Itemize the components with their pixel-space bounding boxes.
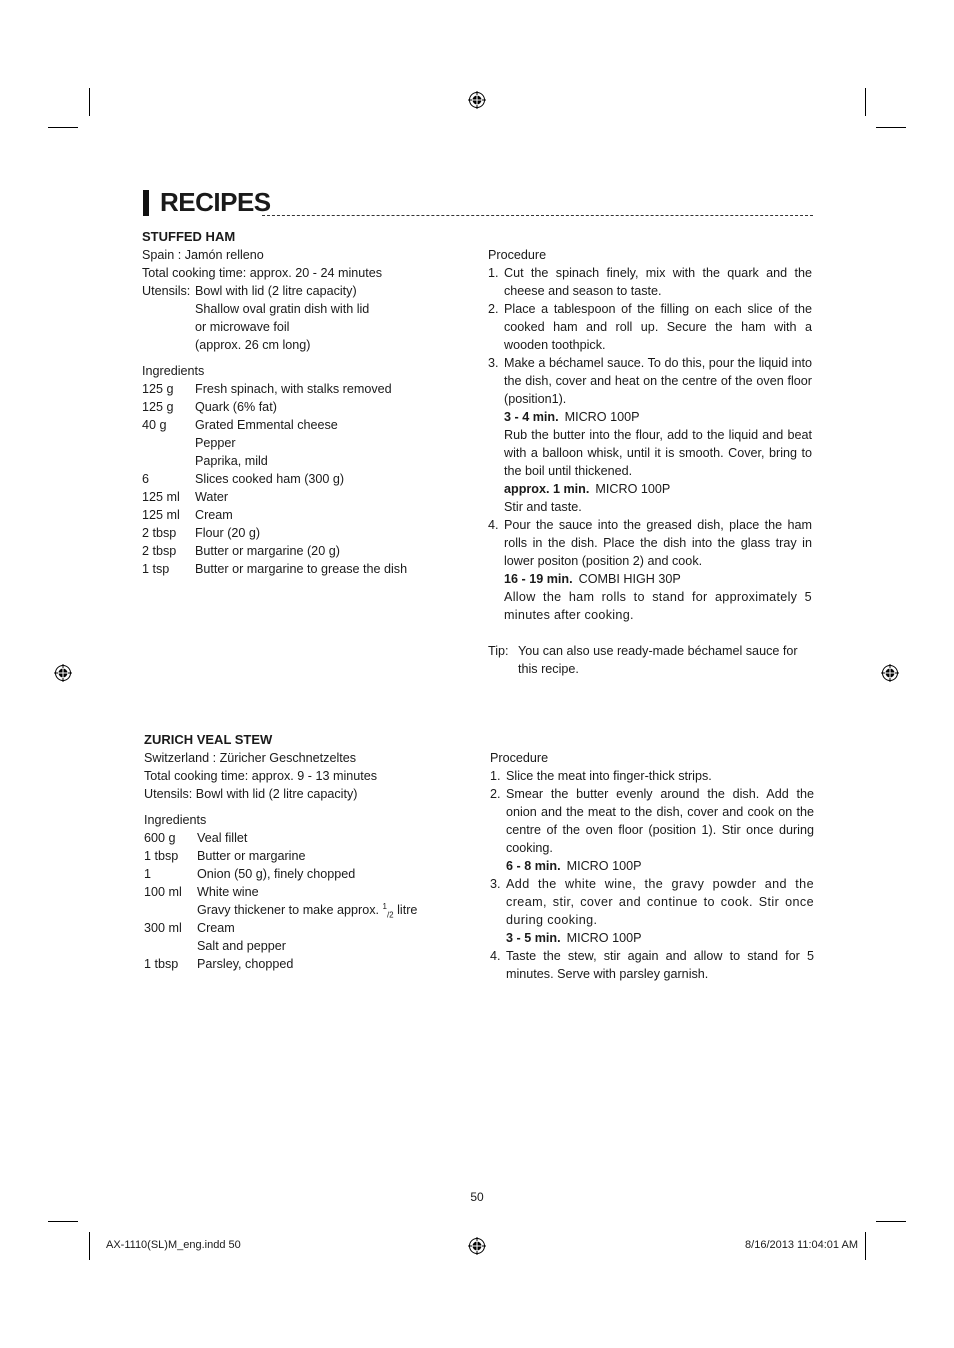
heading-bar [143,190,149,216]
step-number: 4. [490,949,501,963]
ingredient-name: Flour (20 g) [195,526,261,540]
ingredient-name: Butter or margarine (20 g) [195,544,340,558]
page-number: 50 [470,1190,484,1204]
ingredient-name: Salt and pepper [197,939,286,953]
ingredient-row [142,470,442,488]
procedure-step [488,264,812,300]
cooking-time: 6 - 8 min. [506,859,561,873]
step-text: Cut the spinach finely, mix with the quark and the cheese and season to taste. [504,266,812,298]
cooking-mode: MICRO 100P [564,410,640,424]
ingredient-quantity: 1 tbsp [144,957,179,971]
ingredient-row [142,380,442,398]
recipe2-time: Total cooking time: approx. 9 - 13 minutes [144,769,378,783]
recipe1-info [142,228,442,578]
ingredient-name: Fresh spinach, with stalks removed [195,382,392,396]
crop-mark [48,1221,78,1222]
ingredients-label: Ingredients [142,364,205,378]
registration-mark-icon [54,664,72,682]
step-text: Rub the butter into the flour, add to the liquid and beat with a balloon whisk, until it is smooth. Cover, bring to the boil until thickened. [504,428,812,478]
crop-mark [48,127,78,128]
step-text: Pour the sauce into the greased dish, place the ham rolls in the dish. Place the dish into the glass tray in lower positon (position 2) and cook. [504,518,812,568]
ingredient-quantity: 300 ml [144,921,182,935]
ingredient-row [142,434,442,452]
ingredient-name: Grated Emmental cheese [195,418,338,432]
step-number: 1. [488,266,499,280]
ingredient-quantity: 125 g [142,382,174,396]
crop-mark [865,1232,866,1260]
recipe1-origin: Spain : Jamón relleno [142,248,264,262]
ingredient-row [144,919,444,937]
ingredient-row [142,398,442,416]
ingredient-name: Pepper [195,436,236,450]
ingredient-row [142,488,442,506]
recipe1-time: Total cooking time: approx. 20 - 24 minutes [142,266,383,280]
step-number: 3. [490,877,501,891]
procedure-step [488,300,812,354]
ingredient-name: Slices cooked ham (300 g) [195,472,345,486]
cooking-mode: MICRO 100P [566,931,642,945]
ingredient-quantity: 40 g [142,418,167,432]
ingredient-quantity: 600 g [144,831,176,845]
tip-label: Tip: [488,644,509,658]
step-number: 4. [488,518,499,532]
procedure-step [488,354,812,516]
recipe2-title: ZURICH VEAL STEW [144,732,273,747]
ingredient-quantity: 1 tsp [142,562,170,576]
ingredient-name: Butter or margarine to grease the dish [195,562,408,576]
ingredient-row [144,865,444,883]
ingredient-row [144,847,444,865]
ingredient-row [144,937,444,955]
ingredient-quantity: 2 tbsp [142,544,177,558]
step-text: Slice the meat into finger-thick strips. [506,769,712,783]
ingredient-quantity [142,452,195,470]
ingredient-name: Parsley, chopped [197,957,294,971]
step-text: Taste the stew, stir again and allow to stand for 5 minutes. Serve with parsley garnish. [506,949,814,981]
registration-mark-icon [468,1237,486,1255]
ingredient-row [142,524,442,542]
cooking-time: 3 - 4 min. [504,410,559,424]
fraction-denominator: /2 [386,910,394,920]
crop-mark [89,88,90,116]
ingredient-name: Veal fillet [197,831,248,845]
cooking-setting [504,570,812,588]
utensil-item: Shallow oval gratin dish with lid [195,302,370,316]
procedure-step [490,875,814,947]
step-text: Make a béchamel sauce. To do this, pour the liquid into the dish, cover and heat on the centre of the oven floor (position1). [504,356,812,406]
ingredient-row [142,506,442,524]
procedure-step [490,767,814,785]
utensil-item: or microwave foil [195,320,290,334]
ingredient-quantity: 125 ml [142,508,180,522]
procedure-label: Procedure [490,751,549,765]
ingredient-row [142,452,442,470]
procedure-step [488,516,812,624]
ingredient-quantity: 1 [144,867,152,881]
cooking-time: 16 - 19 min. [504,572,573,586]
procedure-label: Procedure [488,248,547,262]
ingredient-name: Onion (50 g), finely chopped [197,867,356,881]
recipe2-ingredients [144,829,444,973]
recipe2-origin: Switzerland : Züricher Geschnetzeltes [144,751,357,765]
recipe2-procedure [490,749,814,983]
ingredient-row [144,955,444,973]
recipe1-procedure [488,246,812,678]
heading-rule [262,215,813,216]
procedure-step [490,785,814,875]
cooking-setting [506,857,814,875]
ingredient-name: Gravy thickener to make approx. $^1_{/2}$ litre [197,901,418,920]
recipe1-utensils [142,282,442,354]
recipe2-utensils: Utensils: Bowl with lid (2 litre capacity) [144,787,358,801]
page-heading: RECIPES [160,187,271,217]
recipe2-info [144,731,444,973]
ingredient-quantity: 6 [142,472,150,486]
fraction-numerator: 1 [382,901,387,911]
step-number: 3. [488,356,499,370]
crop-mark [865,88,866,116]
cooking-setting [504,408,812,426]
step-text: Place a tablespoon of the filling on each slice of the cooked ham and roll up. Secure the ham with a wooden toothpick. [504,302,812,352]
ingredient-row [144,829,444,847]
ingredient-quantity [144,937,197,955]
tip [488,642,812,678]
ingredient-quantity: 125 g [142,400,174,414]
ingredient-quantity: 100 ml [144,885,182,899]
footer-timestamp: 8/16/2013 11:04:01 AM [745,1239,858,1251]
crop-mark [89,1232,90,1260]
cooking-setting [506,929,814,947]
recipe1-title: STUFFED HAM [142,229,236,244]
ingredients-label: Ingredients [144,813,207,827]
step-text: Add the white wine, the gravy powder and the cream, stir, cover and continue to cook. Stir once during cooking. [506,877,814,927]
step-number: 1. [490,769,501,783]
recipe1-ingredients [142,380,442,578]
footer-filename: AX-1110(SL)M_eng.indd 50 [106,1239,241,1251]
ingredient-row [144,883,444,901]
ingredient-quantity: 2 tbsp [142,526,177,540]
step-text: Allow the ham rolls to stand for approximately 5 minutes after cooking. [504,590,812,622]
utensils-label: Utensils: [142,284,191,298]
cooking-mode: COMBI HIGH 30P [578,572,681,586]
utensil-item: Bowl with lid (2 litre capacity) [195,284,357,298]
cooking-mode: MICRO 100P [566,859,642,873]
ingredient-name: Cream [195,508,233,522]
cooking-time: 3 - 5 min. [506,931,561,945]
cooking-time: approx. 1 min. [504,482,590,496]
ingredient-name: Paprika, mild [195,454,268,468]
ingredient-name: Cream [197,921,235,935]
ingredient-row [142,560,442,578]
ingredient-row [142,542,442,560]
ingredient-quantity [142,434,195,452]
ingredient-name: Water [195,490,229,504]
crop-mark [876,1221,906,1222]
procedure-step [490,947,814,983]
crop-mark [876,127,906,128]
ingredient-quantity: 1 tbsp [144,849,179,863]
step-text: Smear the butter evenly around the dish. Add the onion and the meat to the dish, cover and cook on the centre of the oven floor (position 1). Stir once during cooking. [506,787,814,855]
ingredient-row [144,901,444,919]
ingredient-quantity: 125 ml [142,490,180,504]
step-number: 2. [490,787,501,801]
cooking-mode: MICRO 100P [595,482,671,496]
ingredient-name: Quark (6% fat) [195,400,277,414]
ingredient-name: Butter or margarine [197,849,306,863]
cooking-setting [504,480,812,498]
registration-mark-icon [468,91,486,109]
utensil-item: (approx. 26 cm long) [195,338,311,352]
step-number: 2. [488,302,499,316]
ingredient-row [142,416,442,434]
ingredient-name: White wine [197,885,259,899]
tip-text: You can also use ready-made béchamel sauce for this recipe. [518,644,798,676]
step-text: Stir and taste. [504,500,582,514]
registration-mark-icon [881,664,899,682]
